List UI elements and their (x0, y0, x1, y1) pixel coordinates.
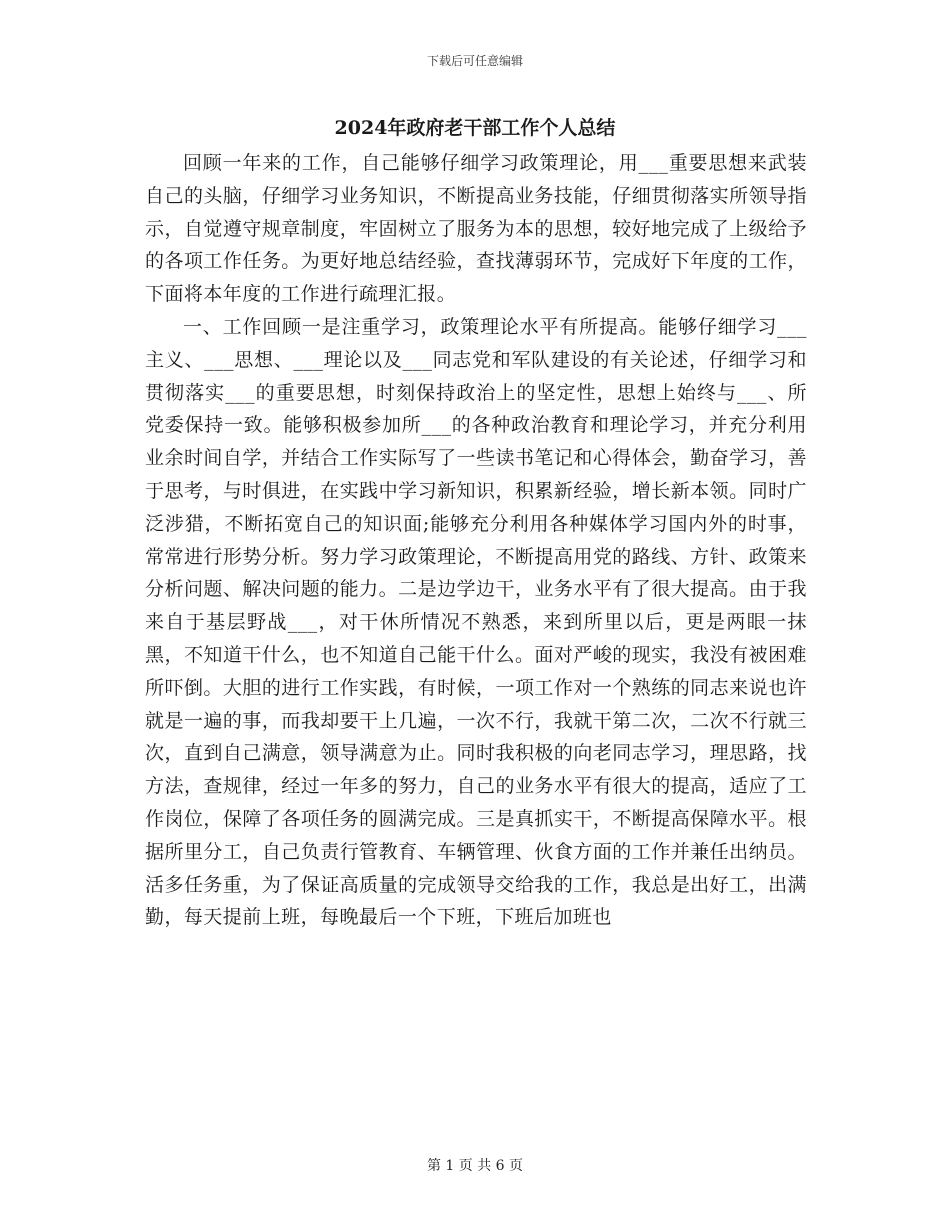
page-number: 第 1 页 共 6 页 (426, 1158, 524, 1174)
document-body (145, 147, 807, 934)
paragraph-intro: 回顾一年来的工作，自己能够仔细学习政策理论，用___重要思想来武装自己的头脑，仔细学习业务知识，不断提高业务技能，仔细贯彻落实所领导指示，自觉遵守规章制度，牢固树立了服务为本的思想，较好地完成了上级给予的各项工作任务。为更好地总结经验，查找薄弱环节，完成好下年度的工作，下面将本年度的工作进行疏理汇报。 (145, 152, 807, 306)
document-title: 2024年政府老干部工作个人总结 (334, 117, 616, 139)
page-header-note: 下载后可任意编辑 (426, 54, 523, 68)
paragraph-work-review: 一、工作回顾一是注重学习，政策理论水平有所提高。能够仔细学习___主义、___思想、___理论以及___同志党和军队建设的有关论述，仔细学习和贯彻落实___的重要思想，时刻保持政治上的坚定性，思想上始终与___、所党委保持一致。能够积极参加所___的各种政治教育和理论学习，并充分利用业余时间自学，并结合工作实际写了一些读书笔记和心得体会，勤奋学习，善于思考，与时俱进，在实践中学习新知识，积累新经验，增长新本领。同时广泛涉猎，不断拓宽自己的知识面;能够充分利用各种媒体学习国内外的时事，常常进行形势分析。努力学习政策理论，不断提高用党的路线、方针、政策来分析问题、解决问题的能力。二是边学边干，业务水平有了很大提高。由于我来自于基层野战___，对干休所情况不熟悉，来到所里以后，更是两眼一抹黑，不知道干什么，也不知道自己能干什么。面对严峻的现实，我没有被困难所吓倒。大胆的进行工作实践，有时候，一项工作对一个熟练的同志来说也许就是一遍的事，而我却要干上几遍，一次不行，我就干第二次，二次不行就三次，直到自己满意，领导满意为止。同时我积极的向老同志学习，理思路，找方法，查规律，经过一年多的努力，自己的业务水平有很大的提高，适应了工作岗位，保障了各项任务的圆满完成。三是真抓实干，不断提高保障水平。根据所里分工，自己负责行管教育、车辆管理、伙食方面的工作并兼任出纳员。活多任务重，为了保证高质量的完成领导交给我的工作，我总是出好工，出满勤，每天提前上班，每晚最后一个下班，下班后加班也 (145, 315, 807, 929)
